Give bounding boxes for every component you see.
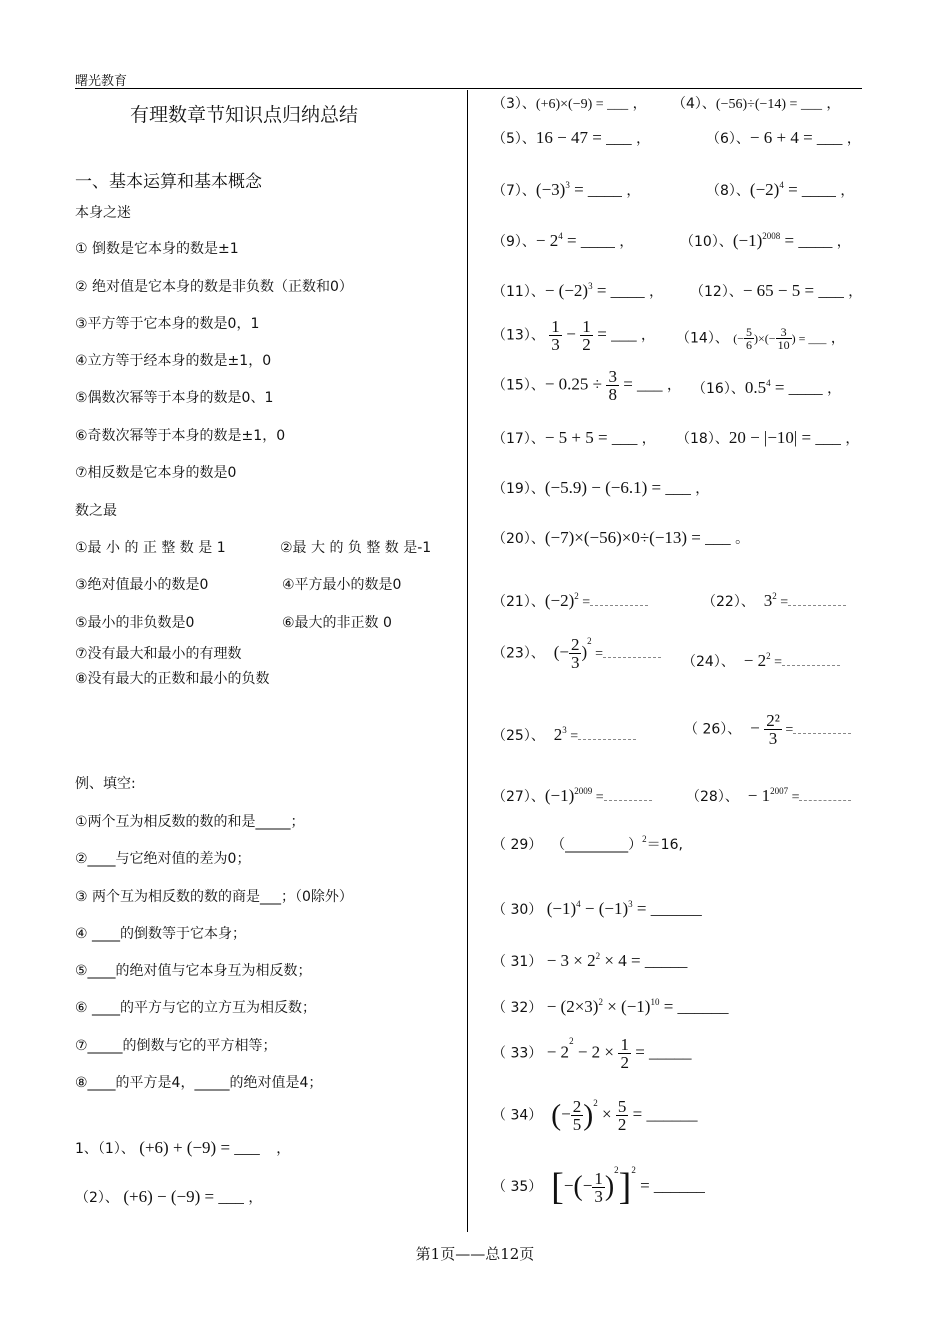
fill-item: ⑤____的绝对值与它本身互为相反数； bbox=[75, 963, 312, 979]
minus-sign: − bbox=[566, 324, 576, 344]
denominator: 6 bbox=[746, 338, 753, 352]
problem-number: （25）、 bbox=[492, 728, 545, 744]
problem-23 bbox=[492, 636, 661, 671]
problem-number: （28）、 bbox=[686, 789, 739, 805]
problem-number: 1、（1）、 bbox=[75, 1141, 135, 1157]
page-footer: 第1页——总12页 bbox=[415, 1245, 535, 1263]
self-item: ② 绝对值是它本身的数是非负数（正数和0） bbox=[75, 279, 353, 295]
problem-13 bbox=[492, 318, 655, 353]
open-paren: (− bbox=[553, 642, 569, 662]
minus-sign: − bbox=[750, 718, 760, 738]
problem-6 bbox=[706, 128, 861, 148]
equals-sign: = bbox=[770, 655, 782, 670]
problem-tail: 。 bbox=[735, 531, 750, 547]
problem-exponent: 2 bbox=[642, 834, 647, 844]
minus-sign: − bbox=[563, 1176, 574, 1195]
equals-sign: = bbox=[788, 790, 800, 805]
denominator: 3 bbox=[551, 335, 560, 354]
problem-35 bbox=[492, 1165, 705, 1209]
problem-17 bbox=[492, 428, 656, 448]
problem-exponent: 2008 bbox=[762, 231, 781, 241]
problem-number: （16）、 bbox=[692, 381, 745, 397]
problem-32 bbox=[492, 997, 729, 1017]
problem-exponent: 2 bbox=[593, 1098, 598, 1108]
fill-item: ⑧____的平方是4，_____的绝对值是4； bbox=[75, 1075, 323, 1091]
problem-exponent: 3 bbox=[628, 899, 633, 909]
denominator: 2 bbox=[582, 335, 591, 354]
problem-number: （ 32） bbox=[492, 1000, 543, 1016]
problem-exponent: 2 bbox=[766, 651, 771, 661]
problem-number: （ 34） bbox=[492, 1107, 543, 1124]
problem-exponent: 3 bbox=[565, 180, 570, 190]
problem-answer-blank: = ___ bbox=[597, 324, 637, 344]
problem-result: ＝16, bbox=[646, 837, 683, 853]
problem-tail: ， bbox=[641, 431, 656, 447]
problem-24 bbox=[682, 651, 840, 671]
problem-number: （18）、 bbox=[676, 431, 729, 447]
problem-tail: ， bbox=[830, 330, 845, 347]
problem-exponent: 2 bbox=[631, 1165, 636, 1175]
problem-base: − (−1) bbox=[580, 899, 629, 918]
problem-tail: ， bbox=[827, 381, 842, 397]
problem-exponent: 4 bbox=[576, 899, 581, 909]
problem-tail: ， bbox=[636, 131, 651, 147]
section-heading: 一、基本运算和基本概念 bbox=[75, 172, 262, 192]
problem-number: （5）、 bbox=[492, 131, 536, 147]
problem-expression: − 2 × bbox=[573, 1042, 614, 1062]
problem-tail: ， bbox=[632, 96, 647, 112]
fraction bbox=[744, 326, 754, 351]
problem-tail: ， bbox=[840, 183, 855, 199]
numerator: 3 bbox=[776, 326, 792, 339]
problem-tail: ， bbox=[695, 481, 710, 497]
denominator: 5 bbox=[572, 1115, 582, 1134]
equals-sign: = bbox=[592, 790, 604, 805]
problem-answer-blank: = ______ bbox=[628, 1104, 698, 1124]
most-item: ⑥最大的非正数 0 bbox=[282, 615, 392, 631]
problem-number: （3）、 bbox=[492, 96, 536, 112]
problem-tail: ， bbox=[649, 284, 664, 300]
problem-answer-blank: = _____ bbox=[630, 1042, 692, 1062]
problem-number: （11）、 bbox=[492, 284, 545, 300]
problem-tail: ， bbox=[626, 183, 641, 199]
minus-sign: − bbox=[582, 1176, 593, 1195]
problem-number: （ 30） bbox=[492, 902, 543, 918]
problem-base: × (−1) bbox=[602, 997, 651, 1016]
problem-number: （4）、 bbox=[672, 96, 716, 112]
problem-base: − 2 bbox=[546, 1042, 570, 1062]
problem-1 bbox=[75, 1138, 290, 1158]
problem-33 bbox=[492, 1036, 692, 1071]
problem-2 bbox=[75, 1187, 262, 1207]
problem-expression: (−56)÷(−14) = ___ bbox=[715, 97, 822, 112]
denominator: 3 bbox=[570, 653, 580, 672]
problem-tail: ， bbox=[276, 1141, 291, 1157]
problem-tail: ， bbox=[845, 431, 860, 447]
problem-expression: − 5 + 5 = ___ bbox=[544, 428, 638, 447]
problem-number: （13）、 bbox=[492, 327, 545, 344]
problem-tail: ， bbox=[619, 234, 634, 250]
problem-number: （9）、 bbox=[492, 234, 536, 250]
problem-base: (−2) bbox=[749, 180, 780, 199]
problem-number: （6）、 bbox=[706, 131, 750, 147]
problem-number: （8）、 bbox=[706, 183, 750, 199]
problem-answer-blank: = ____ bbox=[783, 180, 836, 199]
problem-base: (−2) bbox=[544, 591, 575, 610]
problem-exponent: 2 bbox=[772, 591, 777, 601]
problem-28 bbox=[686, 786, 851, 806]
problem-5 bbox=[492, 128, 650, 148]
self-item: ⑥奇数次幂等于本身的数是±1，0 bbox=[75, 428, 286, 444]
problem-answer-blank: = ____ bbox=[592, 281, 645, 300]
open-paren: (− bbox=[733, 331, 745, 346]
self-title: 本身之迷 bbox=[75, 205, 131, 221]
problem-number: （ 33） bbox=[492, 1045, 543, 1062]
answer-blank-line bbox=[603, 645, 661, 658]
problem-tail: ， bbox=[836, 234, 851, 250]
problem-base: − (−2) bbox=[544, 281, 589, 300]
problem-expression: 16 − 47 = ___ bbox=[535, 128, 632, 147]
equals-sign: = bbox=[776, 595, 789, 610]
problem-exponent: 2 bbox=[598, 997, 603, 1007]
numerator: 1 bbox=[551, 317, 560, 336]
problem-number: （14）、 bbox=[676, 330, 729, 347]
problem-base: − 1 bbox=[747, 786, 771, 805]
problem-8 bbox=[706, 180, 854, 200]
most-item: ②最 大 的 负 整 数 是-1 bbox=[280, 540, 432, 556]
problem-base: (−3) bbox=[535, 180, 566, 199]
problem-base: 0.5 bbox=[744, 378, 767, 397]
problem-27 bbox=[492, 786, 652, 806]
problem-number: （ 26）、 bbox=[684, 721, 742, 738]
problem-number: （24）、 bbox=[682, 654, 735, 670]
problem-base: 3 bbox=[763, 591, 773, 610]
fraction bbox=[549, 318, 562, 353]
numerator: 1 bbox=[582, 317, 591, 336]
problem-answer-blank: = ___ bbox=[618, 374, 663, 394]
problem-15 bbox=[492, 368, 681, 403]
denominator: 8 bbox=[608, 385, 617, 404]
problem-exponent: 4 bbox=[766, 378, 771, 388]
most-title: 数之最 bbox=[75, 503, 117, 519]
column-divider bbox=[467, 90, 468, 1232]
problem-number: （2）、 bbox=[75, 1190, 119, 1206]
numerator: 2 bbox=[572, 1097, 582, 1116]
problem-4 bbox=[672, 93, 840, 113]
problem-number: （15）、 bbox=[492, 377, 545, 394]
problem-exponent: 3 bbox=[588, 281, 593, 291]
problem-18 bbox=[676, 428, 859, 448]
problem-answer-blank: = ______ bbox=[659, 997, 729, 1016]
problem-16 bbox=[692, 378, 841, 398]
problem-base: − 2 bbox=[535, 231, 559, 250]
problem-expression: 20 − |−10| = ___ bbox=[728, 428, 841, 447]
answer-blank-line bbox=[604, 788, 652, 801]
problem-number: （22）、 bbox=[702, 594, 755, 610]
problem-14 bbox=[676, 326, 845, 351]
problem-tail: ， bbox=[848, 284, 863, 300]
fraction bbox=[592, 1170, 605, 1205]
times-sign: )×(− bbox=[754, 331, 776, 346]
open-paren: ( bbox=[573, 1171, 583, 1202]
problem-answer-blank: = ___ bbox=[795, 331, 827, 346]
problem-number: （ 29） bbox=[492, 837, 543, 853]
most-item: ⑧没有最大的正数和最小的负数 bbox=[75, 671, 270, 687]
problem-blank: （_________） bbox=[551, 837, 643, 853]
open-paren: ( bbox=[551, 1098, 562, 1132]
problem-expression: (+6)×(−9) = ___ bbox=[535, 97, 629, 112]
self-item: ④立方等于经本身的数是±1，0 bbox=[75, 353, 272, 369]
numerator: 2 bbox=[570, 635, 580, 654]
denominator: 3 bbox=[594, 1186, 603, 1206]
denominator: 10 bbox=[777, 338, 790, 352]
problem-tail: ， bbox=[641, 327, 656, 344]
fill-item: ②____与它绝对值的差为0； bbox=[75, 851, 251, 867]
answer-blank-line bbox=[799, 788, 851, 801]
open-bracket: [ bbox=[551, 1166, 564, 1208]
problem-tail: ， bbox=[826, 96, 841, 112]
close-paren: ) bbox=[583, 1098, 594, 1132]
problem-tail: ， bbox=[846, 131, 861, 147]
problem-base: (−1) bbox=[732, 231, 763, 250]
problem-19 bbox=[492, 478, 709, 498]
problem-3 bbox=[492, 93, 647, 113]
problem-31 bbox=[492, 951, 687, 971]
fraction bbox=[776, 326, 792, 351]
self-item: ③平方等于它本身的数是0，1 bbox=[75, 316, 260, 332]
problem-exponent: 3 bbox=[562, 725, 567, 735]
minus-sign: − bbox=[561, 1104, 571, 1124]
problem-exponent: 2 bbox=[569, 1036, 574, 1046]
self-item: ⑤偶数次幂等于本身的数是0、1 bbox=[75, 390, 274, 406]
numerator: 1 bbox=[594, 1168, 603, 1188]
fraction bbox=[764, 712, 782, 747]
close-paren: ) bbox=[581, 642, 588, 662]
problem-exponent: 2 bbox=[614, 1165, 619, 1175]
most-item: ③绝对值最小的数是0 bbox=[75, 577, 209, 593]
problem-number: （27）、 bbox=[492, 789, 545, 805]
fill-item: ⑦_____的倒数与它的平方相等； bbox=[75, 1038, 277, 1054]
problem-7 bbox=[492, 180, 640, 200]
self-item: ⑦相反数是它本身的数是0 bbox=[75, 465, 237, 481]
most-item: ④平方最小的数是0 bbox=[282, 577, 402, 593]
fraction bbox=[571, 1098, 584, 1133]
equals-sign: = bbox=[566, 729, 579, 744]
example-title: 例、填空: bbox=[75, 776, 136, 792]
most-item: ⑦没有最大和最小的有理数 bbox=[75, 646, 242, 662]
problem-expression: − 6 + 4 = ___ bbox=[749, 128, 843, 147]
answer-blank-line bbox=[788, 593, 846, 606]
problem-answer-blank: = ____ bbox=[562, 231, 615, 250]
close-paren: ) bbox=[791, 331, 796, 346]
problem-base: − (2×3) bbox=[546, 997, 599, 1016]
problem-25 bbox=[492, 725, 636, 745]
problem-30 bbox=[492, 899, 702, 919]
problem-answer-blank: = ____ bbox=[780, 231, 833, 250]
problem-9 bbox=[492, 231, 633, 251]
problem-20 bbox=[492, 528, 749, 548]
problem-expression: (+6) − (−9) = ___ bbox=[123, 1187, 244, 1206]
fill-item: ①两个互为相反数的数的和是_____； bbox=[75, 814, 305, 830]
times-sign: × bbox=[597, 1104, 616, 1124]
problem-answer-blank: = ____ bbox=[770, 378, 823, 397]
problem-21 bbox=[492, 591, 648, 611]
fraction bbox=[569, 636, 582, 671]
answer-blank-line bbox=[782, 653, 840, 666]
problem-answer-blank: = ______ bbox=[632, 899, 702, 918]
denominator: 2 bbox=[617, 1115, 627, 1134]
answer-blank-line bbox=[578, 727, 636, 740]
answer-blank-line bbox=[793, 721, 851, 734]
problem-base: (−1) bbox=[546, 899, 577, 918]
fraction bbox=[616, 1098, 629, 1133]
page-title: 有理数章节知识点归纳总结 bbox=[130, 104, 359, 126]
numerator: 1 bbox=[620, 1035, 629, 1054]
problem-answer-blank: × 4 = _____ bbox=[600, 951, 688, 970]
denominator: 2 bbox=[620, 1053, 629, 1072]
self-item: ① 倒数是它本身的数是±1 bbox=[75, 241, 239, 257]
problem-exponent: 2007 bbox=[770, 786, 789, 796]
fraction bbox=[618, 1036, 631, 1071]
equals-sign: = bbox=[781, 722, 794, 738]
problem-expression: (−5.9) − (−6.1) = ___ bbox=[544, 478, 691, 497]
problem-number: （7）、 bbox=[492, 183, 536, 199]
fraction bbox=[606, 368, 619, 403]
equals-sign: = bbox=[578, 595, 591, 610]
problem-number: （17）、 bbox=[492, 431, 545, 447]
problem-exponent: 2 bbox=[595, 951, 601, 961]
denominator: 3 bbox=[768, 729, 778, 748]
problem-expression: (+6) + (−9) = ___ bbox=[139, 1138, 260, 1157]
problem-number: （ 35） bbox=[492, 1179, 543, 1195]
fraction bbox=[580, 318, 593, 353]
problem-34 bbox=[492, 1098, 697, 1133]
problem-exponent: 10 bbox=[650, 997, 660, 1007]
problem-base: (−1) bbox=[544, 786, 575, 805]
problem-exponent: 2009 bbox=[574, 786, 593, 796]
fill-item: ④ ____的倒数等于它本身； bbox=[75, 926, 247, 942]
problem-expression: − 0.25 ÷ bbox=[544, 374, 602, 394]
answer-blank-line bbox=[590, 593, 648, 606]
numerator: 2² bbox=[766, 711, 780, 730]
problem-exponent: 4 bbox=[779, 180, 784, 190]
problem-number: （21）、 bbox=[492, 594, 545, 610]
problem-tail: ， bbox=[667, 377, 681, 394]
problem-26 bbox=[684, 712, 851, 747]
most-item: ⑤最小的非负数是0 bbox=[75, 615, 195, 631]
problem-number: （23）、 bbox=[492, 645, 545, 662]
fill-item: ⑥ ____的平方与它的立方互为相反数； bbox=[75, 1000, 317, 1016]
close-bracket: ] bbox=[618, 1166, 632, 1208]
problem-number: （20）、 bbox=[492, 531, 545, 547]
problem-exponent: 2 bbox=[574, 591, 579, 601]
problem-exponent: 2 bbox=[587, 636, 592, 646]
header-org: 曙光教育 bbox=[75, 74, 128, 89]
numerator: 5 bbox=[746, 325, 753, 339]
problem-tail: ， bbox=[248, 1190, 263, 1206]
problem-number: （10）、 bbox=[680, 234, 733, 250]
equals-sign: = bbox=[591, 646, 604, 662]
close-paren: ) bbox=[604, 1171, 615, 1202]
header-rule bbox=[75, 88, 862, 89]
fill-item: ③ 两个互为相反数的数的商是___；（0除外） bbox=[75, 889, 353, 905]
problem-22 bbox=[702, 591, 846, 611]
problem-answer-blank: = ____ bbox=[569, 180, 622, 199]
problem-expression: − 65 − 5 = ___ bbox=[742, 281, 844, 300]
problem-number: （19）、 bbox=[492, 481, 545, 497]
problem-11 bbox=[492, 281, 663, 301]
problem-expression: (−7)×(−56)×0÷(−13) = ___ bbox=[544, 528, 731, 547]
most-item: ①最 小 的 正 整 数 是 1 bbox=[75, 540, 226, 556]
problem-number: （ 31） bbox=[492, 954, 543, 970]
problem-base: − 3 × 2 bbox=[546, 951, 596, 970]
problem-base: 2 bbox=[553, 725, 563, 744]
problem-29 bbox=[492, 834, 683, 854]
problem-base: − 2 bbox=[743, 651, 767, 670]
problem-10 bbox=[680, 231, 851, 251]
problem-answer-blank: = ______ bbox=[635, 1176, 705, 1195]
problem-12 bbox=[690, 281, 862, 301]
problem-exponent: 4 bbox=[558, 231, 563, 241]
numerator: 5 bbox=[617, 1097, 627, 1116]
numerator: 3 bbox=[608, 367, 617, 386]
problem-number: （12）、 bbox=[690, 284, 743, 300]
